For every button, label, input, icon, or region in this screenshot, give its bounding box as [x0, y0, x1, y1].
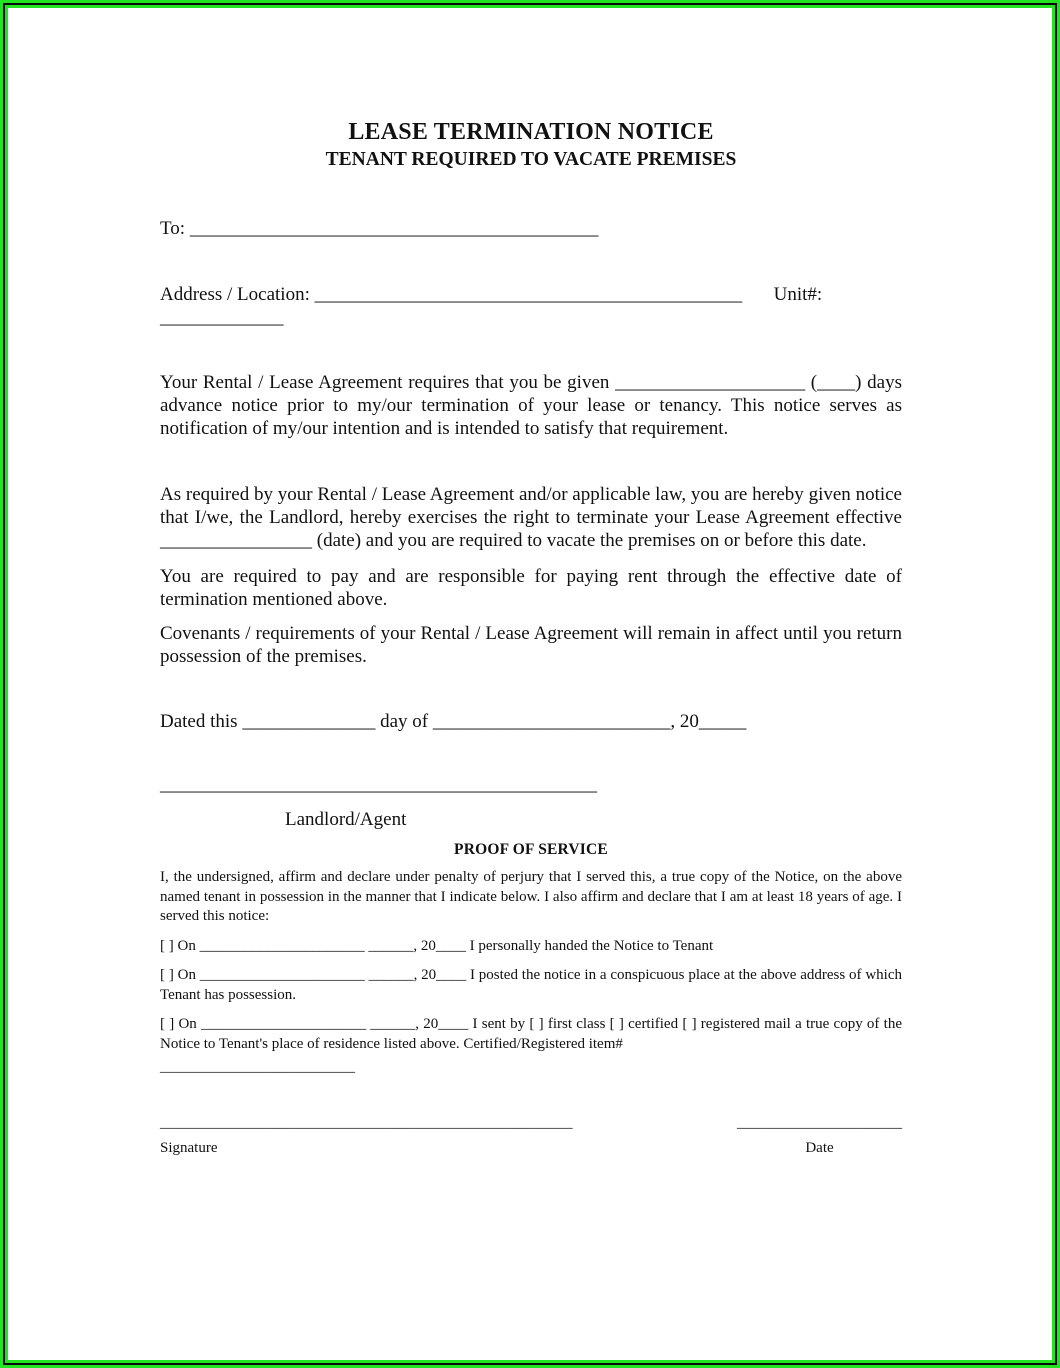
service-option-posted-notice: [ ] On ______________________ ______, 20____ I posted the notice in a conspicuous place at the above address of which Tenant has possession. [160, 967, 902, 1003]
date-label: Date [805, 1140, 834, 1156]
document-subtitle: TENANT REQUIRED TO VACATE PREMISES [325, 149, 737, 170]
proof-of-service-intro: I, the undersigned, affirm and declare under penalty of perjury that I served this, a true copy of the Notice, on the above named tenant in possession in the manner that I indicate below. I also affirm and declare that I am at least 18 years of age. I served this notice: [160, 869, 902, 924]
covenants-paragraph: Covenants / requirements of your Rental / Lease Agreement will remain in affect until you return possession of the premises. [160, 623, 902, 667]
signature-blank-line: _______________________________________________________ [160, 1114, 573, 1131]
lease-termination-document [8, 8, 1052, 1360]
date-block [737, 1114, 902, 1159]
signature-block [160, 1114, 573, 1159]
address-blank-line: _____________________________________________ [314, 284, 743, 305]
document-title: LEASE TERMINATION NOTICE [348, 119, 714, 145]
termination-paragraph: As required by your Rental / Lease Agreement and/or applicable law, you are hereby given notice that I/we, the Landlord, hereby exercises the right to terminate your Lease Agreement effective ________________ (date) and you are required to vacate the premises on or before this date. [160, 484, 902, 551]
document-heading [160, 118, 902, 173]
dated-line: Dated this ______________ day of _________________________, 20_____ [160, 711, 747, 732]
to-row [160, 217, 902, 240]
address-label: Address / Location: [160, 284, 310, 305]
to-blank-line: ___________________________________________ [189, 218, 599, 239]
proof-of-service-heading: PROOF OF SERVICE [454, 841, 608, 858]
black-frame-line [3, 3, 1057, 1365]
green-frame-inner [5, 5, 1055, 1363]
date-blank-line: ______________________ [737, 1114, 902, 1131]
unit-label: Unit#: [773, 284, 823, 305]
rent-obligation-paragraph: You are required to pay and are responsible for paying rent through the effective date of termination mentioned above. [160, 566, 902, 610]
signature-date-row [160, 1114, 902, 1159]
registered-item-blank-line: __________________________ [160, 1059, 355, 1075]
landlord-signature-line: ______________________________________________ [160, 774, 597, 795]
landlord-agent-label: Landlord/Agent [285, 809, 407, 830]
service-option-mailed-notice: [ ] On ______________________ ______, 20____ I sent by [ ] first class [ ] certified [ ] registered mail a true copy of the Notice to Tenant's place of residence listed above. Certified/Registered item# [160, 1016, 902, 1052]
notice-period-paragraph: Your Rental / Lease Agreement requires that you be given ____________________ (____) days advance notice prior to my/our termination of your lease or tenancy. This notice serves as notification of my/our intention and is intended to satisfy that requirement. [160, 372, 902, 439]
unit-blank-line: _____________ [160, 307, 284, 328]
address-row [160, 283, 902, 306]
to-label: To: [160, 218, 186, 239]
signature-label: Signature [160, 1140, 218, 1156]
service-option-personally-handed: [ ] On ______________________ ______, 20____ I personally handed the Notice to Tenant [160, 937, 714, 954]
